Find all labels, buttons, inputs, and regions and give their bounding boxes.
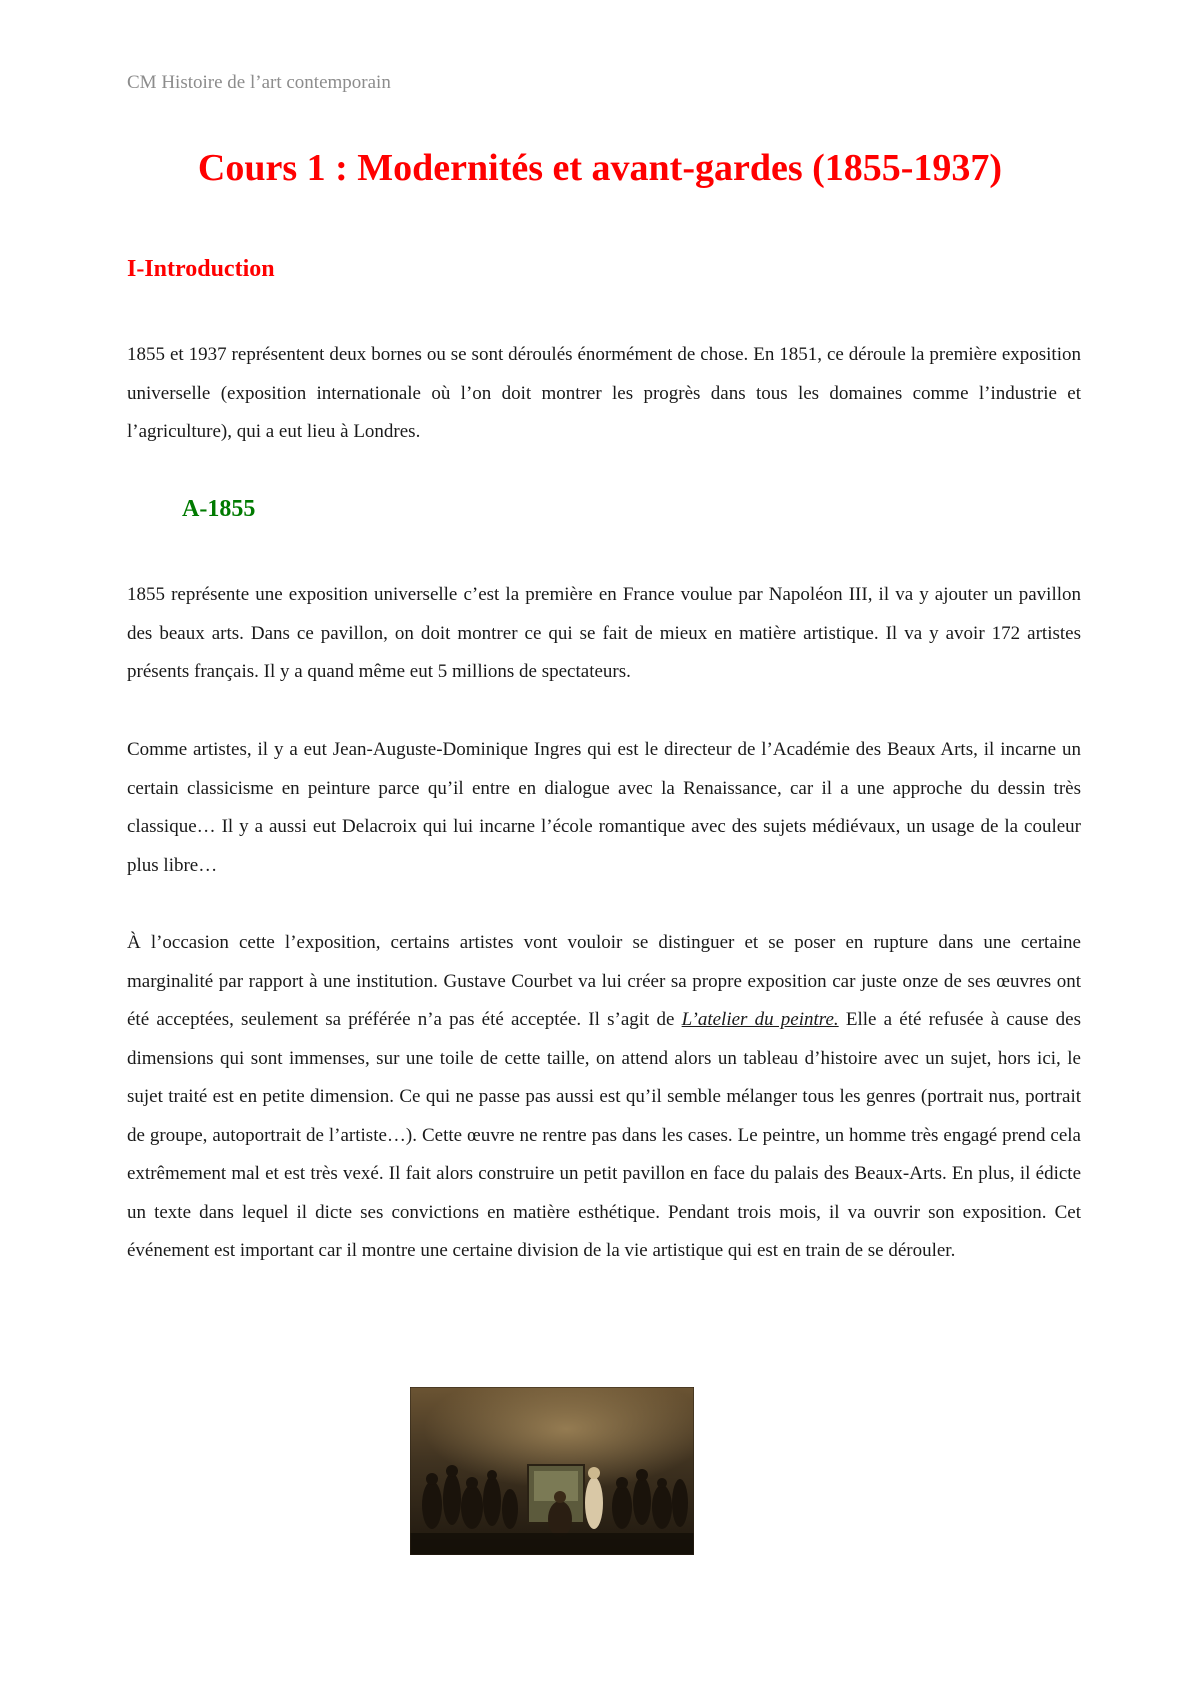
paragraph-courbet <box>127 924 1081 1271</box>
painting-image-atelier-du-peintre <box>410 1387 694 1555</box>
section-heading-introduction: I-Introduction <box>127 256 275 282</box>
paragraph-introduction: 1855 et 1937 représentent deux bornes ou se sont déroulés énormément de chose. En 1851, ce déroule la première exposition universelle (exposition internationale où l’on doit montrer les progrès dans tous les domaines comme l’industrie et l’agriculture), qui a eut lieu à Londres. <box>127 344 1081 442</box>
document-title: Cours 1 : Modernités et avant-gardes (1855-1937) <box>197 147 1003 189</box>
paragraph-exposition-1855: 1855 représente une exposition universelle c’est la première en France voulue par Napoléon III, il va y ajouter un pavillon des beaux arts. Dans ce pavillon, on doit montrer ce qui se fait de mieux en matière artistique. Il va y avoir 172 artistes présents français. Il y a quand même eut 5 millions de spectateurs. <box>127 584 1081 682</box>
subsection-heading-1855: A-1855 <box>182 496 256 522</box>
paragraph-artistes: Comme artistes, il y a eut Jean-Auguste-Dominique Ingres qui est le directeur de l’Académie des Beaux Arts, il incarne un certain classicisme en peinture parce qu’il entre en dialogue avec la Renaissance, car il a une approche du dessin très classique… Il y a aussi eut Delacroix qui lui incarne l’école romantique avec des sujets médiévaux, un usage de la couleur plus libre… <box>127 739 1081 876</box>
paragraph-courbet-text-after: Elle a été refusée à cause des dimensions qui sont immenses, sur une toile de cette taille, on attend alors un tableau d’histoire avec un sujet, hors ici, le sujet traité est en petite dimension. Ce qui ne passe pas aussi est qu’il semble mélanger tous les genres (portrait nus, portrait de groupe, autoportrait de l’artiste…). Cette œuvre ne rentre pas dans les cases. Le peintre, un homme très engagé prend cela extrêmement mal et est très vexé. Il fait alors construire un petit pavillon en face du palais des Beaux-Arts. En plus, il édicte un texte dans lequel il dicte ses convictions en matière esthétique. Pendant trois mois, il va ouvrir son exposition. Cet événement est important car il montre une certaine division de la vie artistique qui est en train de se dérouler. <box>127 1009 1081 1261</box>
paragraph-courbet-text-before: À l’occasion cette l’exposition, certains artistes vont vouloir se distinguer et se poser en rupture dans une certaine marginalité par rapport à une institution. Gustave Courbet va lui créer sa propre exposition car juste onze de ses œuvres ont été acceptées, seulement sa préférée n’a pas été acceptée. Il s’agit de <box>127 932 1081 1030</box>
page-header: CM Histoire de l’art contemporain <box>127 72 391 93</box>
artwork-title-atelier: L’atelier du peintre. <box>681 1009 839 1030</box>
